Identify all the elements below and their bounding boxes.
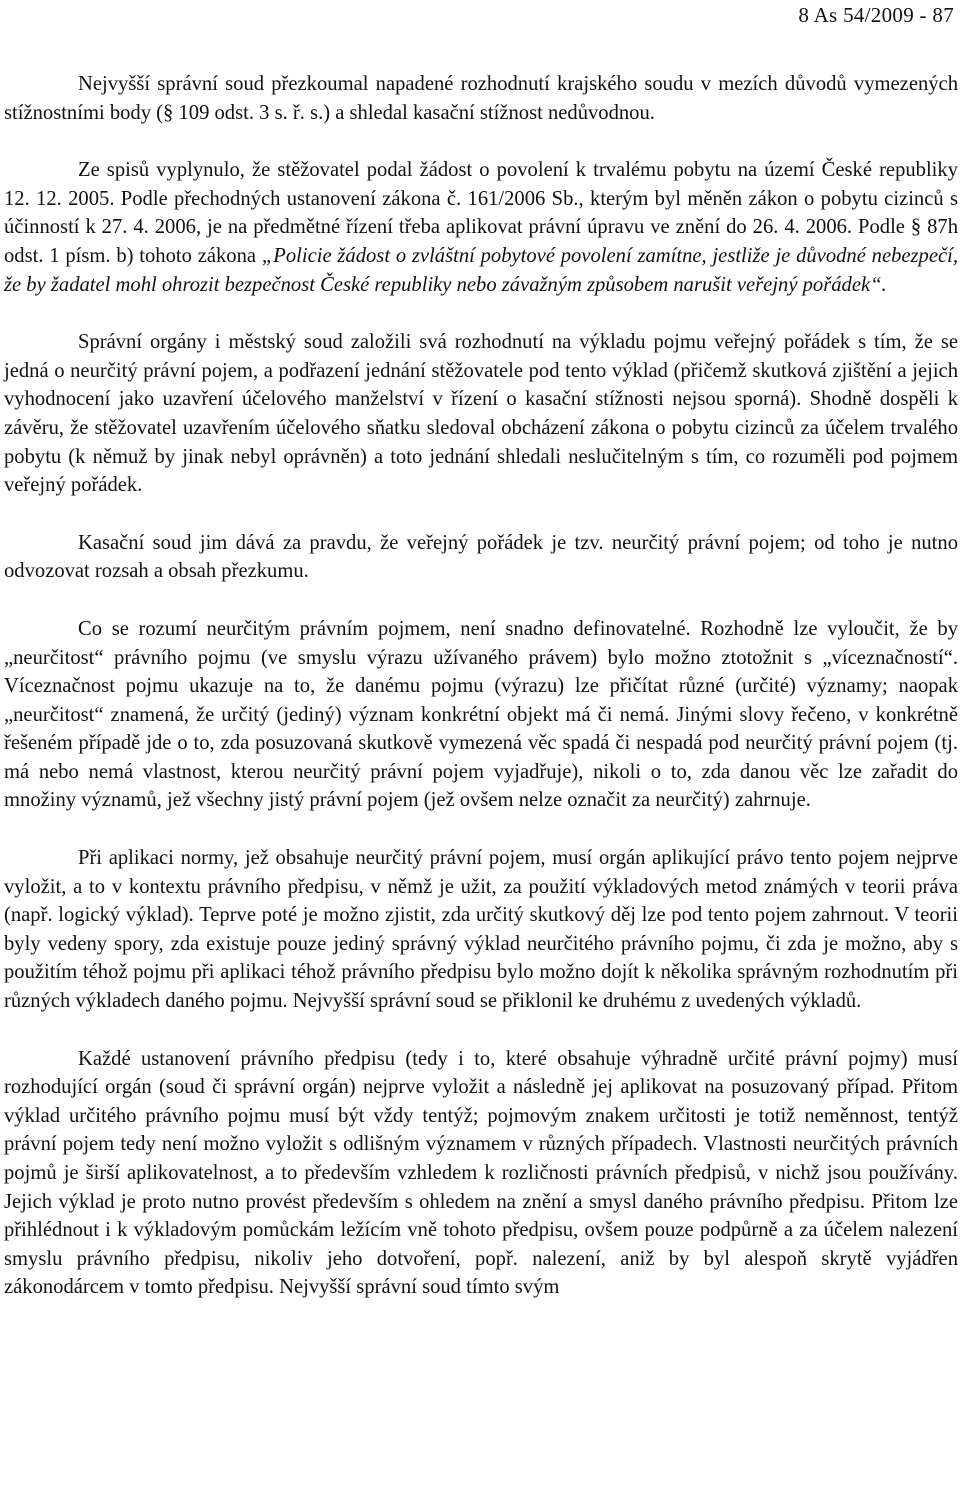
paragraph-4: Kasační soud jim dává za pravdu, že veřejný pořádek je tzv. neurčitý právní pojem; od toho je nutno odvozovat rozsah a obsah přezkumu. — [4, 531, 958, 583]
paragraph-3: Správní orgány i městský soud založili svá rozhodnutí na výkladu pojmu veřejný pořádek s tím, že se jedná o neurčitý právní pojem, a podřazení jednání stěžovatele pod tento výklad (přičemž skutková zjištění a jejich vyhodnocení jako uzavření účelového manželství v řízení o kasační stížnosti nejsou sporná). Shodně dospěli k závěru, že stěžovatel uzavřením účelového sňatku sledoval obcházení zákona o pobytu cizinců za účelem trvalého pobytu (k němuž by jinak nebyl oprávněn) a toto jednání shledali neslučitelným s tím, co rozuměli pod pojmem veřejný pořádek. — [4, 331, 958, 497]
paragraph-1: Nejvyšší správní soud přezkoumal napadené rozhodnutí krajského soudu v mezích důvodů vymezených stížnostními body (§ 109 odst. 3 s. ř. s.) a shledal kasační stížnost nedůvodnou. — [4, 73, 958, 124]
document-body — [4, 70, 958, 1302]
paragraph-5: Co se rozumí neurčitým právním pojmem, není snadno definovatelné. Rozhodně lze vyloučit, že by „neurčitost“ právního pojmu (ve smyslu výrazu užívaného právem) bylo možno ztotožnit s „víceznačností“. Víceznačnost pojmu ukazuje na to, že danému pojmu (výrazu) lze přičítat různé (určité) významy; naopak „neurčitost“ znamená, že určitý (jediný) význam konkrétní objekt má či nemá. Jinými slovy řečeno, v konkrétně řešeném případě jde o to, zda posuzovaná skutkově vymezená věc spadá či nespadá pod neurčitý právní pojem (tj. má nebo nemá vlastnost, kterou neurčitý právní pojem vyjadřuje), nikoli o to, zda danou věc lze zařadit do množiny významů, jež všechny jistý právní pojem (jež ovšem nelze označit za neurčitý) zahrnuje. — [4, 617, 958, 812]
paragraph-7: Každé ustanovení právního předpisu (tedy i to, které obsahuje výhradně určité právní pojmy) musí rozhodující orgán (soud či správní orgán) nejprve vyložit a následně jej aplikovat na posuzovaný případ. Přitom výklad určitého právního pojmu musí být vždy tentýž; pojmovým znakem určitosti je totiž neměnnost, tentýž právní pojem tedy není možno vyložit s odlišným významem v různých případech. Vlastnosti neurčitých právních pojmů je širší aplikovatelnost, a to především vzhledem k rozličnosti právních předpisů, v nichž jsou používány. Jejich výklad je proto nutno provést především s ohledem na znění a smysl daného právního předpisu. Přitom lze přihlédnout i k výkladovým pomůckám ležícím vně tohoto předpisu, ovšem pouze podpůrně a za účelem nalezení smyslu právního předpisu, nikoliv jeho dotvoření, popř. nalezení, aniž by byl alespoň skrytě vyjádřen zákonodárcem v tomto předpisu. Nejvyšší správní soud tímto svým — [4, 1047, 958, 1299]
case-number-header: 8 As 54/2009 - 87 — [798, 3, 954, 27]
statutory-quote: „Policie žádost o zvláštní pobytové povolení zamítne, jestliže je důvodné nebezpečí, že by žadatel mohl ohrozit bezpečnost České republiky nebo závažným způsobem narušit veřejný pořádek“. — [4, 244, 958, 296]
paragraph-2 — [4, 156, 958, 299]
paragraph-2-text: Ze spisů vyplynulo, že stěžovatel podal žádost o povolení k trvalému pobytu na území České republiky 12. 12. 2005. Podle přechodných ustanovení zákona č. 161/2006 Sb., kterým byl měněn zákon o pobytu cizinců s účinností k 27. 4. 2006, je na předmětné řízení třeba aplikovat právní úpravu ve znění do 26. 4. 2006. Podle § 87h odst. 1 písm. b) tohoto zákona — [4, 159, 958, 267]
paragraph-6: Při aplikaci normy, jež obsahuje neurčitý právní pojem, musí orgán aplikující právo tento pojem nejprve vyložit, a to v kontextu právního předpisu, v němž je užit, za použití výkladových metod známých v teorii práva (např. logický výklad). Teprve poté je možno zjistit, zda určitý skutkový děj lze pod tento pojem zahrnout. V teorii byly vedeny spory, zda existuje pouze jediný správný výklad neurčitého právního pojmu, či zda je možno, aby s použitím téhož pojmu při aplikaci téhož právního předpisu bylo možno dojít k několika správným rozhodnutím při různých výkladech daného pojmu. Nejvyšší správní soud se přiklonil ke druhému z uvedených výkladů. — [4, 847, 958, 1013]
